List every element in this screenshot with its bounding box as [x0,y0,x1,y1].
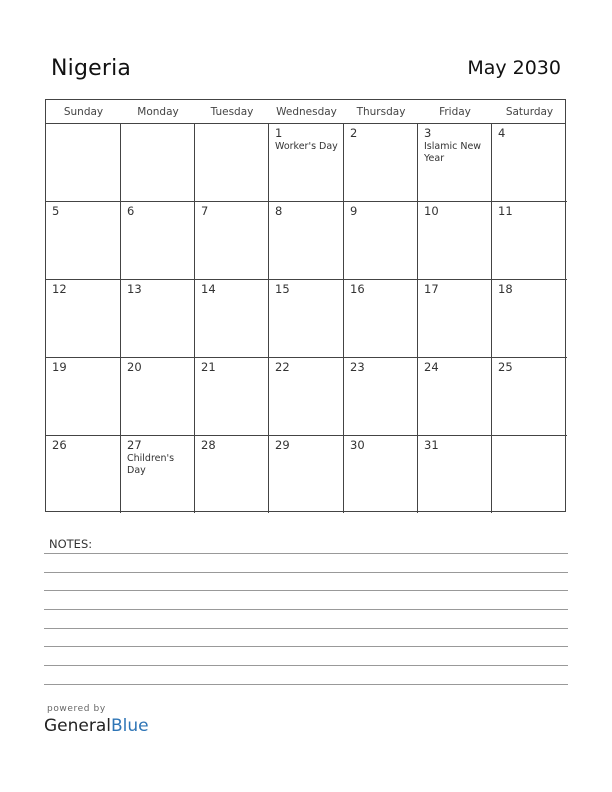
brand-blue-text: Blue [111,716,149,736]
weekday-sunday: Sunday [63,106,104,118]
weekday-tuesday: Tuesday [210,106,254,118]
day-number: 7 [201,204,209,218]
day-cell [492,280,567,358]
weekday-monday: Monday [137,106,179,118]
note-line [44,553,568,554]
day-number: 13 [127,282,142,296]
day-number: 8 [275,204,283,218]
day-cell [418,436,492,513]
day-cell [418,280,492,358]
day-cell [492,436,567,513]
weekday-friday: Friday [439,106,471,118]
day-cell [195,124,269,202]
day-cell [121,436,195,513]
day-number: 18 [498,282,513,296]
day-cell [46,280,121,358]
day-cell [269,202,344,280]
day-cell [269,124,344,202]
day-number: 2 [350,126,358,140]
day-cell [418,202,492,280]
day-cell [269,280,344,358]
day-number: 24 [424,360,439,374]
day-cell [269,436,344,513]
note-line [44,646,568,647]
day-cell [344,436,418,513]
day-number: 5 [52,204,60,218]
holiday-label: Islamic New Year [424,141,482,164]
weekday-wednesday: Wednesday [276,106,337,118]
day-cell [492,124,567,202]
day-number: 19 [52,360,67,374]
day-number: 26 [52,438,67,452]
day-cell [418,358,492,436]
calendar-body [46,124,565,513]
day-cell [269,358,344,436]
brand-general-text: General [44,716,111,736]
day-number: 6 [127,204,135,218]
day-cell [195,358,269,436]
day-number: 12 [52,282,67,296]
day-cell [121,202,195,280]
day-number: 17 [424,282,439,296]
day-number: 29 [275,438,290,452]
month-year-title: May 2030 [467,57,561,79]
day-cell [344,202,418,280]
holiday-label: Worker's Day [275,141,338,152]
day-cell [195,436,269,513]
day-number: 14 [201,282,216,296]
day-cell [195,202,269,280]
day-number: 31 [424,438,439,452]
day-number: 21 [201,360,216,374]
day-number: 3 [424,126,432,140]
day-number: 22 [275,360,290,374]
day-number: 28 [201,438,216,452]
day-number: 25 [498,360,513,374]
day-cell [195,280,269,358]
weekday-thursday: Thursday [356,106,406,118]
note-line [44,684,568,685]
day-cell [492,358,567,436]
brand-logo [44,716,149,736]
day-number: 11 [498,204,513,218]
day-number: 1 [275,126,283,140]
day-cell [46,202,121,280]
day-cell [344,280,418,358]
note-line [44,609,568,610]
powered-by-text: powered by [47,704,106,714]
day-number: 10 [424,204,439,218]
note-line [44,572,568,573]
day-cell [121,358,195,436]
note-line [44,665,568,666]
holiday-label: Children's Day [127,453,175,476]
day-cell [46,436,121,513]
day-cell [344,358,418,436]
country-title: Nigeria [51,56,132,81]
day-cell [46,124,121,202]
day-cell [418,124,492,202]
day-cell [46,358,121,436]
day-number: 16 [350,282,365,296]
day-cell [121,280,195,358]
day-cell [121,124,195,202]
day-number: 23 [350,360,365,374]
day-number: 30 [350,438,365,452]
day-number: 27 [127,438,142,452]
note-line [44,590,568,591]
day-cell [492,202,567,280]
note-line [44,628,568,629]
day-number: 15 [275,282,290,296]
weekday-saturday: Saturday [505,106,554,118]
day-number: 20 [127,360,142,374]
day-number: 9 [350,204,358,218]
day-cell [344,124,418,202]
calendar-grid [45,99,566,512]
notes-label: NOTES: [49,537,93,551]
weekday-header [46,100,565,124]
day-number: 4 [498,126,506,140]
